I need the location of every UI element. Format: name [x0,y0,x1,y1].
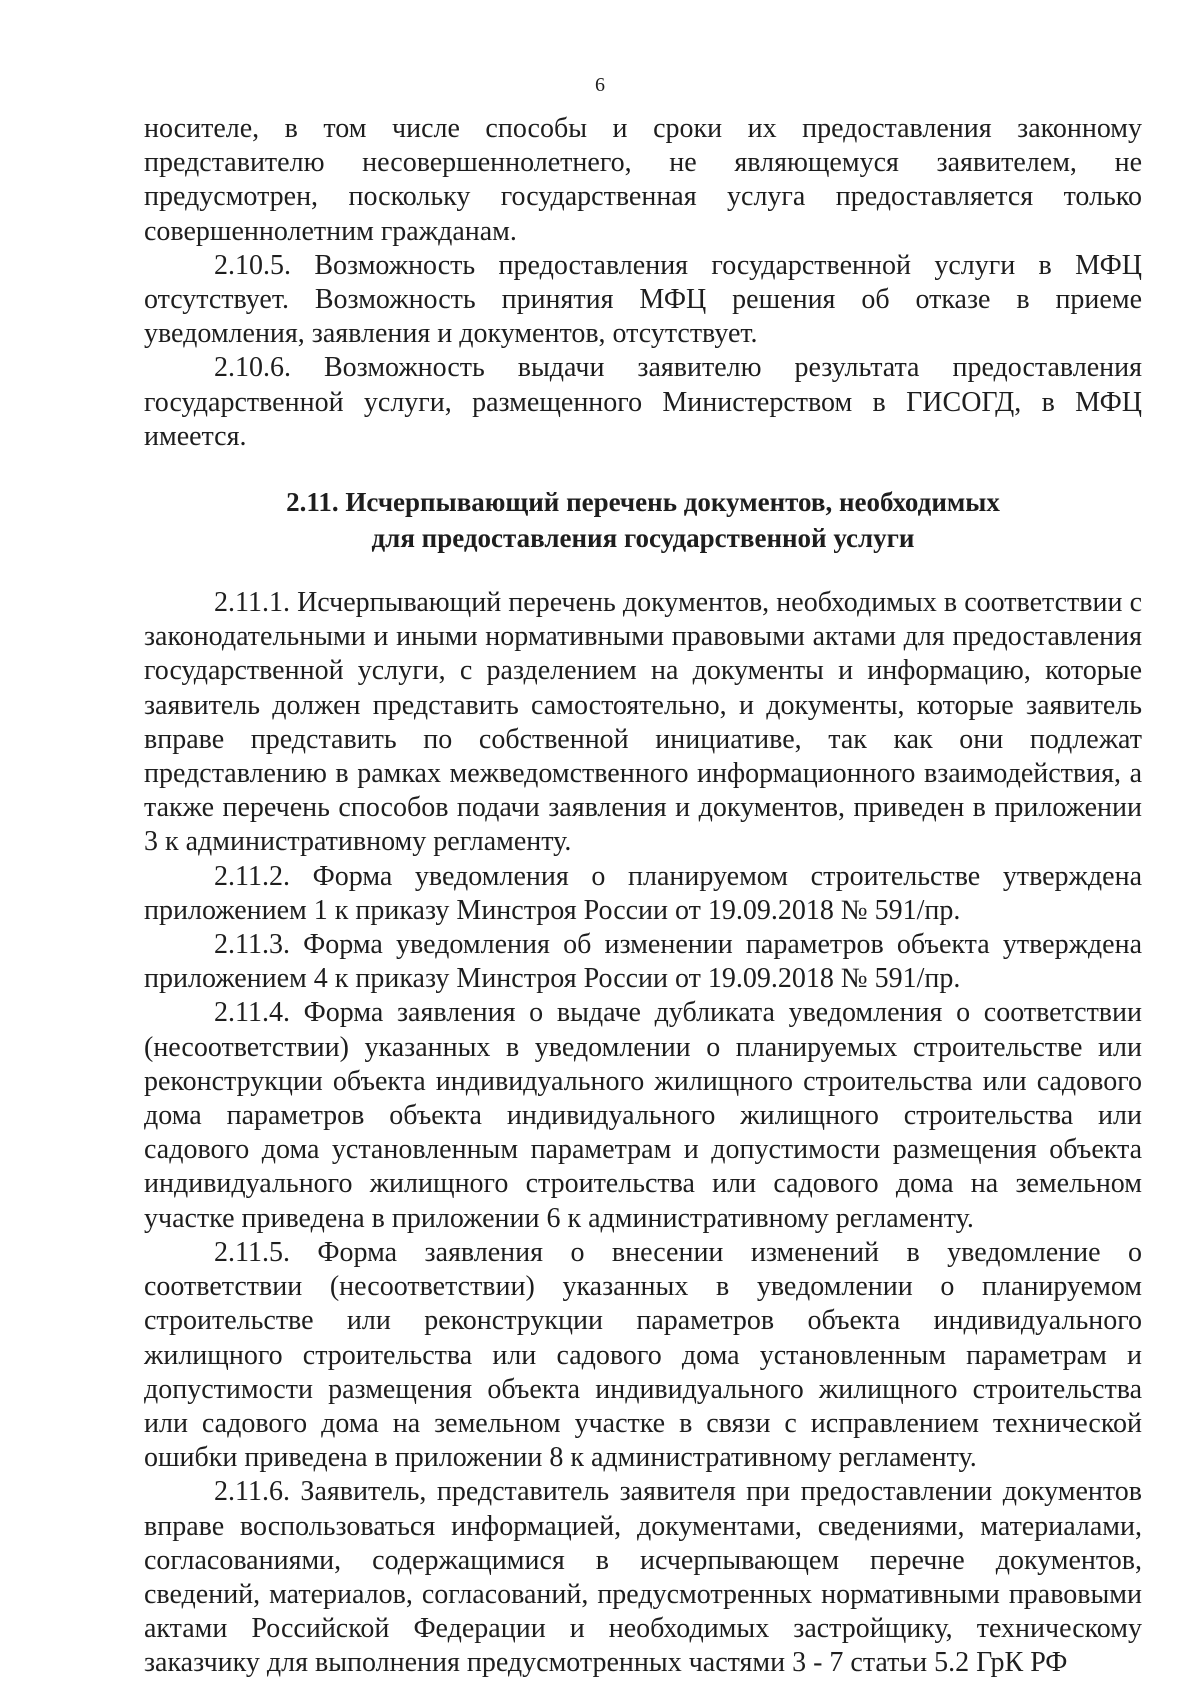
page-number: 6 [595,74,605,96]
paragraph-2-11-3: 2.11.3. Форма уведомления об изменении параметров объекта утверждена приложением 4 к приказу Минстроя России от 19.09.2018 № 591/пр. [144,929,1142,995]
section-heading-2-11 [144,484,1142,556]
paragraph-2-11-4: 2.11.4. Форма заявления о выдаче дубликата уведомления о соответствии (несоответствии) указанных в уведомлении о планируемых строительстве или реконструкции объекта индивидуального жилищного строительства или садового дома параметров объекта индивидуального жилищного строительства или садового дома установленным параметрам и допустимости размещения объекта индивидуального жилищного строительства или садового дома на земельном участке приведена в приложении 6 к административному регламенту. [144,997,1142,1234]
paragraph-2-10-5: 2.10.5. Возможность предоставления государственной услуги в МФЦ отсутствует. Возможность принятия МФЦ решения об отказе в приеме уведомления, заявления и документов, отсутствует. [144,249,1142,350]
paragraph-2-11-1: 2.11.1. Исчерпывающий перечень документов, необходимых в соответствии с законодательными и иными нормативными правовыми актами для предоставления государственной услуги, с разделением на документы и информацию, которые заявитель должен представить самостоятельно, и документы, которые заявитель вправе представить по собственной инициативе, так как они подлежат представлению в рамках межведомственного информационного взаимодействия, а также перечень способов подачи заявления и документов, приведен в приложении 3 к административному регламенту. [144,587,1142,858]
paragraph-2-11-5: 2.11.5. Форма заявления о внесении изменений в уведомление о соответствии (несоответствии) указанных в уведомлении о планируемом строительстве или реконструкции параметров объекта индивидуального жилищного строительства или садового дома установленным параметрам и допустимости размещения объекта индивидуального жилищного строительства или садового дома на земельном участке в связи с исправлением технической ошибки приведена в приложении 8 к административному регламенту. [144,1236,1142,1474]
paragraph-2-11-2: 2.11.2. Форма уведомления о планируемом строительстве утверждена приложением 1 к приказу Минстроя России от 19.09.2018 № 591/пр. [144,860,1142,926]
paragraph-2-10-6: 2.10.6. Возможность выдачи заявителю результата предоставления государственной услуги, размещенного Министерством в ГИСОГД, в МФЦ имеется. [144,352,1142,452]
paragraph-2-11-6: 2.11.6. Заявитель, представитель заявителя при предоставлении документов вправе воспользоваться информацией, документами, сведениями, материалами, согласованиями, содержащимися в исчерпывающем перечне документов, сведений, материалов, согласований, предусмотренных нормативными правовыми актами Российской Федерации и необходимых застройщику, техническому заказчику для выполнения предусмотренных частями 3 - 7 статьи 5.2 ГрК РФ [144,1476,1142,1679]
section-heading-line-2: для предоставления государственной услуги [371,523,915,554]
section-heading-line-1: 2.11. Исчерпывающий перечень документов, необходимых [286,487,1000,518]
paragraph-continuation: носителе, в том числе способы и сроки их предоставления законному представителю несовершеннолетнего, не являющемуся заявителем, не предусмотрен, поскольку государственная услуга предоставляется только совершеннолетним гражданам. [144,113,1142,247]
document-body [144,112,1142,1681]
